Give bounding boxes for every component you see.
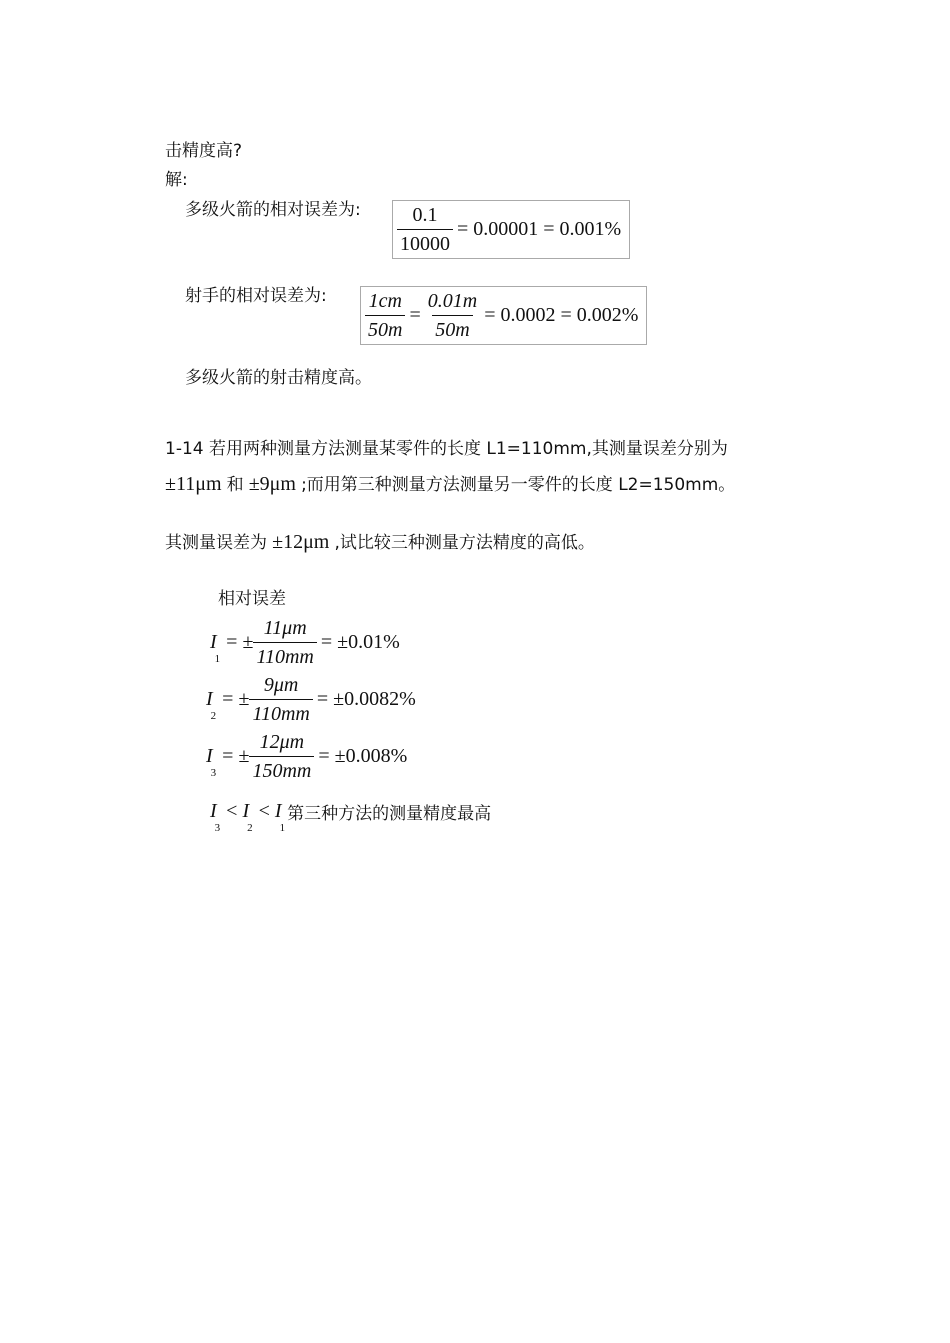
subscript: 2 — [247, 821, 253, 834]
subscript: 3 — [210, 766, 217, 779]
text-line-1: 击精度高? — [165, 141, 243, 161]
fraction — [249, 673, 312, 726]
fraction-1 — [365, 289, 405, 342]
symbol-I: I — [206, 688, 213, 710]
equals-sign: = — [409, 304, 421, 326]
problem-line-3 — [165, 528, 595, 554]
problem-line-1: 1-14 若用两种测量方法测量某零件的长度 L1=110mm,其测量误差分别为 — [165, 439, 728, 459]
symbol-I: I — [206, 745, 213, 767]
problem-line-2-rest: ;而用第三种测量方法测量另一零件的长度 L2=150mm。 — [301, 475, 736, 495]
equation-3 — [206, 730, 411, 783]
error-9um: ±9μm — [248, 473, 296, 495]
error-11um: ±11μm — [165, 473, 222, 495]
and-text: 和 — [226, 475, 244, 495]
subscript: 2 — [210, 709, 217, 722]
denominator: 110mm — [253, 642, 316, 669]
result: = 0.00001 = 0.001% — [457, 218, 622, 240]
result: = ±0.008% — [318, 745, 408, 767]
numerator: 9μm — [263, 674, 299, 696]
denominator: 110mm — [249, 699, 312, 726]
error-12um: ±12μm — [272, 531, 330, 553]
result: = ±0.0082% — [316, 688, 416, 710]
symbol-I: I — [210, 800, 217, 822]
relative-error-heading: 相对误差 — [218, 589, 286, 609]
numerator: 0.1 — [412, 204, 438, 226]
rocket-error-formula — [392, 200, 630, 259]
less-than: < — [258, 800, 270, 822]
denominator: 50m — [432, 315, 472, 342]
lhs: = ± — [222, 745, 250, 767]
denominator: 150mm — [249, 756, 314, 783]
shooter-error-formula — [360, 286, 647, 345]
result: = 0.0002 = 0.002% — [484, 304, 639, 326]
denominator: 50m — [365, 315, 405, 342]
numerator: 11μm — [263, 617, 307, 639]
symbol-I: I — [274, 800, 282, 822]
symbol-I: I — [242, 800, 250, 822]
conclusion-text: 第三种方法的测量精度最高 — [287, 804, 492, 824]
fraction — [253, 616, 316, 669]
text-line-2: 解: — [165, 170, 188, 190]
symbol-I: I — [210, 631, 217, 653]
problem-line-3-rest: ,试比较三种测量方法精度的高低。 — [334, 533, 595, 553]
equation-1 — [210, 616, 404, 669]
numerator: 0.01m — [427, 290, 478, 312]
conclusion-a: 多级火箭的射击精度高。 — [185, 368, 372, 388]
fraction-2 — [425, 289, 480, 342]
numerator: 12μm — [259, 731, 305, 753]
problem-line-3-start: 其测量误差为 — [165, 533, 267, 553]
fraction — [249, 730, 314, 783]
subscript: 1 — [279, 821, 286, 834]
subscript: 1 — [214, 652, 221, 665]
denominator: 10000 — [397, 229, 453, 256]
subscript: 3 — [214, 821, 221, 834]
lhs: = ± — [222, 688, 250, 710]
shooter-error-label: 射手的相对误差为: — [185, 286, 327, 306]
problem-line-2 — [165, 470, 735, 496]
equation-2 — [206, 673, 420, 726]
numerator: 1cm — [368, 290, 402, 312]
rocket-error-label: 多级火箭的相对误差为: — [185, 200, 361, 220]
less-than: < — [226, 800, 238, 822]
conclusion-b — [210, 799, 492, 834]
result: = ±0.01% — [320, 631, 400, 653]
fraction — [397, 203, 453, 256]
lhs: = ± — [226, 631, 254, 653]
